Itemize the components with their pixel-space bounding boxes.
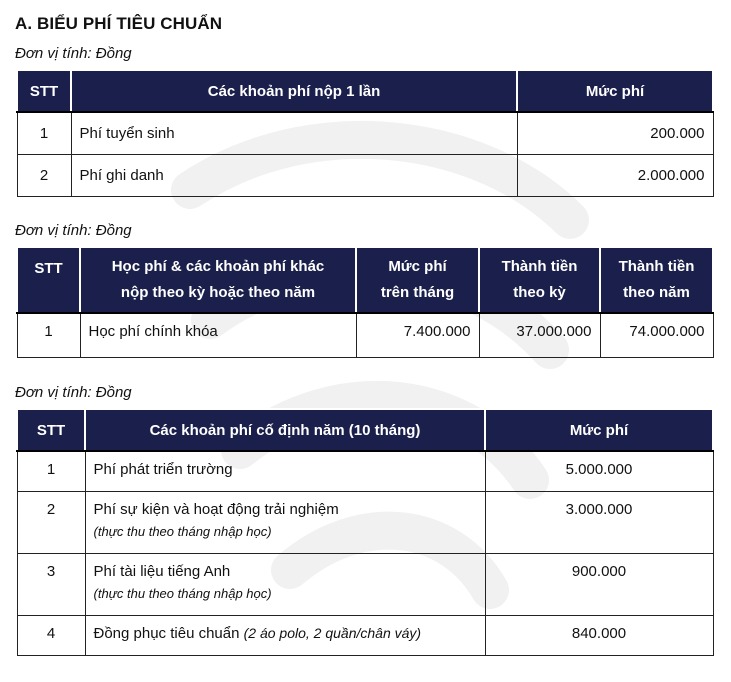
unit-label-3: Đơn vị tính: Đồng xyxy=(15,384,132,401)
row-name xyxy=(85,451,485,491)
fixed-annual-fees-table xyxy=(16,408,714,656)
header-stt-label: STT xyxy=(34,260,63,277)
header-fixed-fee-item: Các khoản phí cố định năm (10 tháng) xyxy=(85,409,485,451)
row-name: Phí tuyển sinh xyxy=(71,112,517,154)
row-name-text: Phí sự kiện và hoạt động trải nghiệm xyxy=(93,500,339,518)
row-fee: 5.000.000 xyxy=(485,451,713,491)
table-row xyxy=(17,491,713,553)
row-name: Phí ghi danh xyxy=(71,154,517,196)
row-fee: 2.000.000 xyxy=(517,154,713,196)
row-name xyxy=(85,553,485,615)
header-stt xyxy=(17,247,80,313)
header-year-total xyxy=(600,247,713,313)
row-fee: 840.000 xyxy=(485,615,713,655)
header-tuition-item xyxy=(80,247,356,313)
header-stt: STT xyxy=(17,70,71,112)
row-name xyxy=(85,491,485,553)
header-line-2: theo kỳ xyxy=(513,284,566,301)
table-row xyxy=(17,553,713,615)
row-name xyxy=(85,615,485,655)
table-header-row xyxy=(17,409,713,451)
row-inline-note: (2 áo polo, 2 quần/chân váy) xyxy=(243,624,422,641)
table-row xyxy=(17,615,713,655)
table-header-row xyxy=(17,247,713,313)
row-year-total: 74.000.000 xyxy=(600,313,713,357)
table-row xyxy=(17,112,713,154)
header-monthly-fee xyxy=(356,247,479,313)
row-stt: 1 xyxy=(17,112,71,154)
row-note: (thực thu theo tháng nhập học) xyxy=(93,523,272,539)
header-stt: STT xyxy=(17,409,85,451)
row-stt: 2 xyxy=(17,491,85,553)
table-row xyxy=(17,313,713,357)
header-line-2: trên tháng xyxy=(380,284,455,301)
unit-label-1: Đơn vị tính: Đồng xyxy=(15,45,132,62)
row-monthly-fee: 7.400.000 xyxy=(356,313,479,357)
header-line-1: Mức phí xyxy=(388,258,447,275)
row-name-text: Đồng phục tiêu chuẩn xyxy=(93,624,244,642)
row-term-total: 37.000.000 xyxy=(479,313,600,357)
header-fee: Mức phí xyxy=(517,70,713,112)
row-fee: 900.000 xyxy=(485,553,713,615)
unit-label-2: Đơn vị tính: Đồng xyxy=(15,222,132,239)
header-fee: Mức phí xyxy=(485,409,713,451)
table-header-row xyxy=(17,70,713,112)
row-stt: 4 xyxy=(17,615,85,655)
one-time-fees-table xyxy=(16,69,714,197)
row-stt: 1 xyxy=(17,451,85,491)
table-row xyxy=(17,154,713,196)
header-line-1: Học phí & các khoản phí khác xyxy=(111,258,325,275)
page-title: A. BIỂU PHÍ TIÊU CHUẨN xyxy=(15,14,223,33)
header-line-1: Thành tiền xyxy=(501,258,578,275)
row-stt: 1 xyxy=(17,313,80,357)
row-name-text: Phí tài liệu tiếng Anh xyxy=(93,562,231,580)
header-term-total xyxy=(479,247,600,313)
row-name-text: Phí phát triển trường xyxy=(93,461,233,478)
row-note: (thực thu theo tháng nhập học) xyxy=(93,585,272,601)
row-fee: 200.000 xyxy=(517,112,713,154)
row-name: Học phí chính khóa xyxy=(80,313,356,357)
row-stt: 3 xyxy=(17,553,85,615)
header-line-2: nộp theo kỳ hoặc theo năm xyxy=(120,284,316,301)
row-fee: 3.000.000 xyxy=(485,491,713,553)
header-line-2: theo năm xyxy=(623,284,690,301)
table-row xyxy=(17,451,713,491)
tuition-table xyxy=(16,246,714,358)
header-line-1: Thành tiền xyxy=(618,258,695,275)
header-fee-item: Các khoản phí nộp 1 lần xyxy=(71,70,517,112)
row-stt: 2 xyxy=(17,154,71,196)
